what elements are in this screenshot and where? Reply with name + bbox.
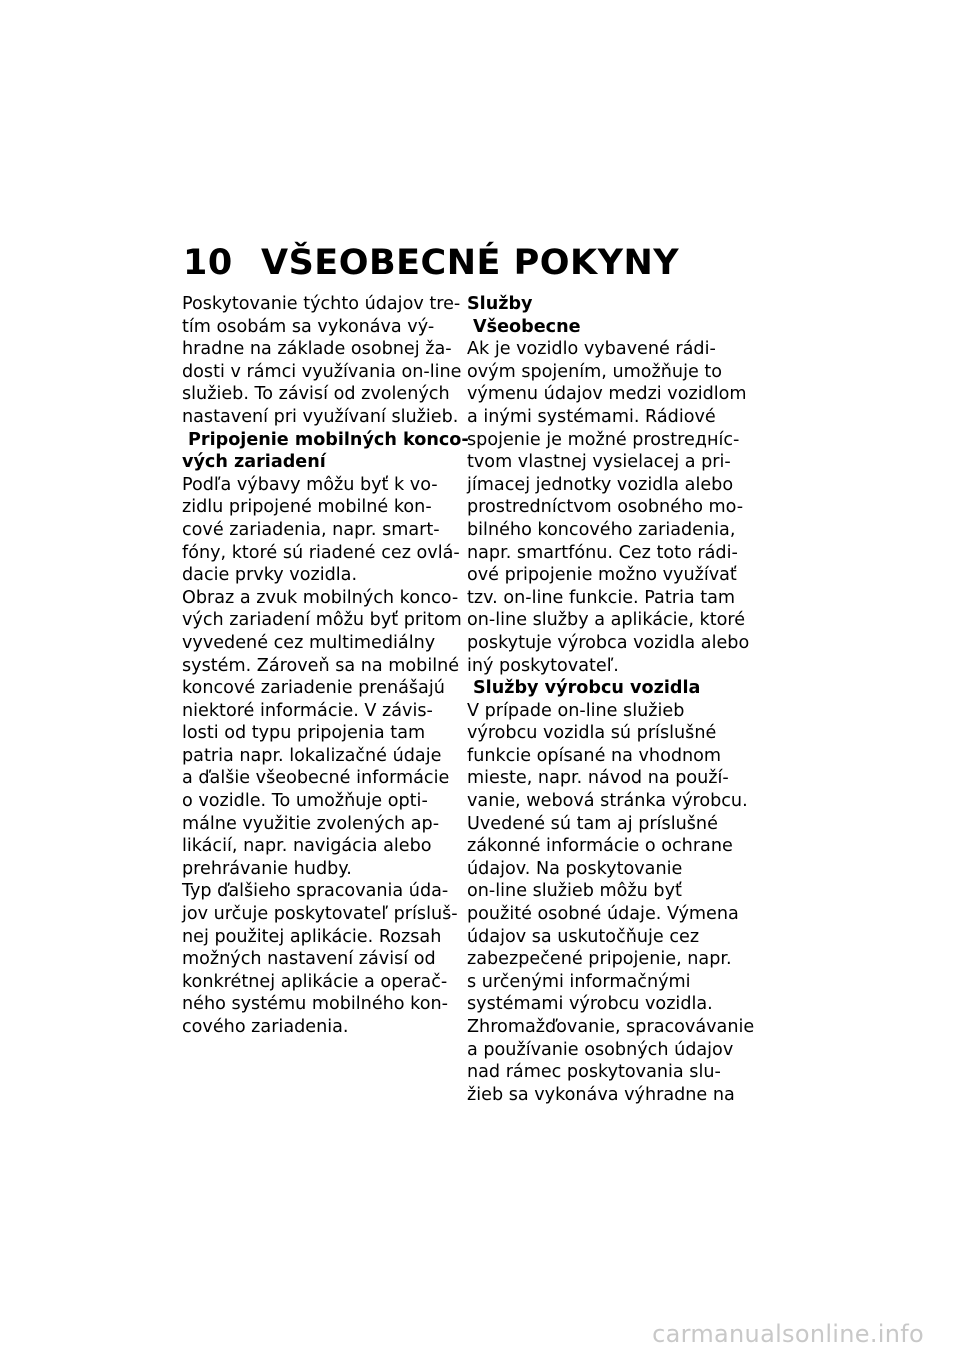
- chapter-heading: [183, 243, 679, 283]
- heading-manufacturer-services: Služby výrobcu vozidla: [473, 678, 701, 699]
- text-line: prehrávanie hudby.: [182, 858, 352, 879]
- mobile-devices-paragraph-2: [182, 587, 472, 881]
- text-line: a používanie osobných údajov: [467, 1039, 734, 1060]
- text-line: prostredníctvom osobného mo-: [467, 497, 744, 518]
- text-line: jov určuje poskytovateľ prísluš-: [182, 904, 458, 925]
- text-line: Typ ďalšieho spracovania úda-: [182, 881, 449, 902]
- text-line: a ďalšie všeobecné informácie: [182, 768, 450, 789]
- text-line: žieb sa vykonáva výhradne na: [467, 1084, 735, 1105]
- text-line: systém. Zároveň sa na mobilné: [182, 655, 460, 676]
- right-column: [467, 293, 757, 1106]
- text-line: niektoré informácie. V závis-: [182, 700, 433, 721]
- general-paragraph: [467, 338, 757, 677]
- text-line: vanie, webová stránka výrobcu.: [467, 791, 748, 812]
- text-line: on-line služieb môžu byť: [467, 881, 682, 902]
- heading-line: vých zariadení: [182, 452, 326, 473]
- text-line: zidlu pripojené mobilné kon-: [182, 497, 432, 518]
- text-line: koncové zariadenie prenášajú: [182, 678, 445, 699]
- text-line: Poskytovanie týchto údajov tre-: [182, 294, 461, 314]
- text-line: Obraz a zvuk mobilných konco-: [182, 587, 459, 608]
- text-line: spojenie je možné prostreднíc-: [467, 429, 740, 450]
- heading-mobile-devices: [182, 429, 472, 452]
- text-line: málne využitie zvolených ap-: [182, 813, 440, 834]
- text-line: zákonné informácie o ochrane: [467, 836, 733, 857]
- text-line: likácií, napr. navigácia alebo: [182, 836, 432, 857]
- text-line: napr. smartfónu. Cez toto rádi-: [467, 542, 738, 563]
- text-line: funkcie opísané na vhodnom: [467, 745, 722, 766]
- manufacturer-paragraph: [467, 700, 757, 1107]
- text-line: vyvedené cez multimediálny: [182, 632, 436, 653]
- heading-line: Pripojenie mobilných konco-: [188, 429, 469, 450]
- intro-paragraph: [182, 293, 472, 429]
- text-line: údajov. Na poskytovanie: [467, 858, 683, 879]
- heading-general: Všeobecne: [473, 316, 581, 337]
- text-line: tvom vlastnej vysielacej a pri-: [467, 452, 731, 473]
- text-line: zabezpečené pripojenie, napr.: [467, 949, 732, 970]
- text-line: ovým spojením, umožňuje to: [467, 361, 723, 382]
- text-line: cového zariadenia.: [182, 1017, 349, 1037]
- text-line: hradne na základe osobnej ža-: [182, 339, 452, 360]
- text-line: dacie prvky vozidla.: [182, 565, 358, 586]
- text-line: o vozidle. To umožňuje opti-: [182, 791, 428, 812]
- text-line: ného systému mobilného kon-: [182, 994, 448, 1015]
- text-line: fóny, ktoré sú riadené cez ovlá-: [182, 542, 460, 563]
- text-line: nastavení pri využívaní služieb.: [182, 406, 459, 427]
- text-line: služieb. To závisí od zvolených: [182, 384, 450, 405]
- text-line: dosti v rámci využívania on-line: [182, 361, 462, 382]
- text-line: údajov sa uskutočňuje cez: [467, 926, 700, 947]
- text-line: iný poskytovateľ.: [467, 655, 619, 676]
- mobile-devices-paragraph-1: [182, 474, 472, 587]
- text-line: nad rámec poskytovania slu-: [467, 1062, 721, 1083]
- chapter-title: VŠEOBECNÉ POKYNY: [261, 243, 680, 283]
- text-line: Uvedené sú tam aj príslušné: [467, 813, 718, 834]
- text-line: tzv. on-line funkcie. Patria tam: [467, 587, 736, 608]
- text-line: výrobcu vozidla sú príslušné: [467, 723, 717, 744]
- text-line: s určenými informačnými: [467, 971, 691, 992]
- text-line: jímacej jednotky vozidla alebo: [467, 474, 734, 495]
- chapter-number: 10: [183, 243, 233, 283]
- text-line: mieste, napr. návod na použí-: [467, 768, 729, 789]
- text-line: použité osobné údaje. Výmena: [467, 904, 739, 925]
- mobile-devices-paragraph-3: [182, 880, 472, 1038]
- text-line: poskytuje výrobca vozidla alebo: [467, 632, 750, 653]
- text-line: patria napr. lokalizačné údaje: [182, 745, 442, 766]
- heading-mobile-devices-cont: [182, 451, 472, 474]
- text-line: možných nastavení závisí od: [182, 949, 436, 970]
- section-title-services: Služby: [467, 294, 533, 314]
- text-line: bilného koncového zariadenia,: [467, 519, 736, 540]
- text-line: tím osobám sa vykonáva vý-: [182, 316, 435, 337]
- text-line: ové pripojenie možno využívať: [467, 565, 737, 586]
- text-line: nej použitej aplikácie. Rozsah: [182, 926, 442, 947]
- text-line: cové zariadenia, napr. smart-: [182, 519, 440, 540]
- text-line: on-line služby a aplikácie, ktoré: [467, 610, 746, 631]
- text-line: vých zariadení môžu byť pritom: [182, 610, 462, 631]
- text-line: losti od typu pripojenia tam: [182, 723, 426, 744]
- text-line: systémami výrobcu vozidla.: [467, 994, 713, 1015]
- left-column: [182, 293, 472, 1039]
- text-line: Podľa výbavy môžu byť k vo-: [182, 474, 438, 495]
- text-line: V prípade on-line služieb: [467, 700, 685, 721]
- text-line: konkrétnej aplikácie a operač-: [182, 971, 448, 992]
- text-line: a inými systémami. Rádiové: [467, 406, 716, 427]
- text-line: výmenu údajov medzi vozidlom: [467, 384, 747, 405]
- text-line: Ak je vozidlo vybavené rádi-: [467, 339, 716, 360]
- text-line: Zhromažďovanie, spracovávanie: [467, 1017, 755, 1037]
- watermark: carmanualsonline.info: [652, 1320, 924, 1348]
